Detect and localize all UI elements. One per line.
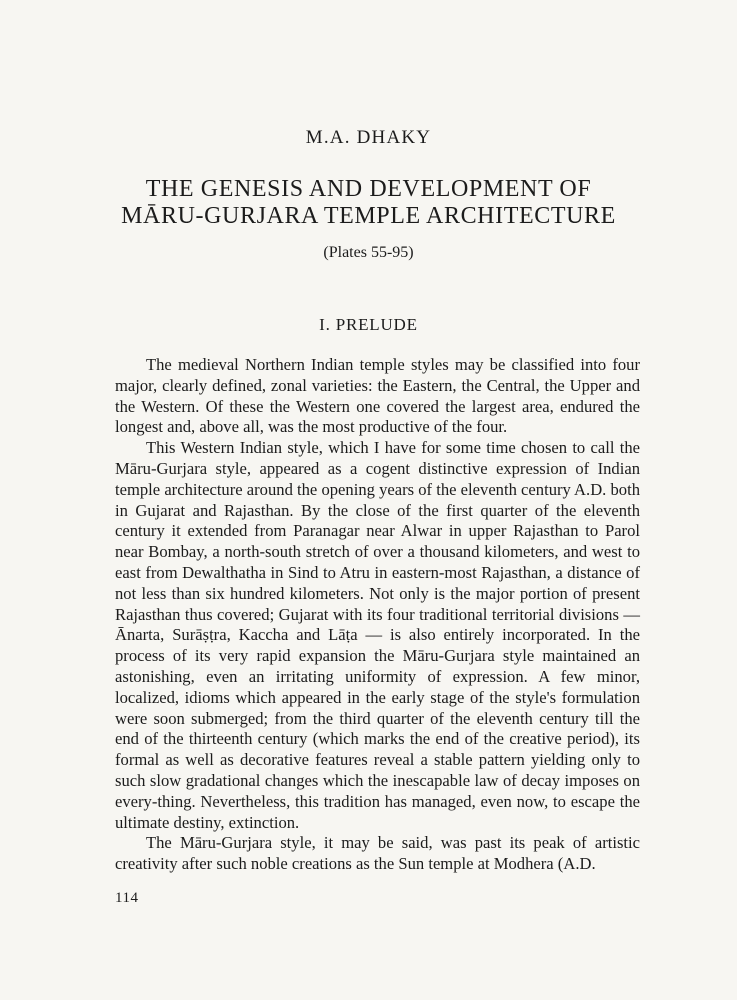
title-line-2: MĀRU-GURJARA TEMPLE ARCHITECTURE <box>121 203 616 229</box>
page-number: 114 <box>115 890 139 906</box>
author-name: M.A. DHAKY <box>305 127 432 148</box>
section-heading: I. PRELUDE <box>319 315 418 334</box>
title-line-1: THE GENESIS AND DEVELOPMENT OF <box>145 176 592 202</box>
paragraph: The medieval Northern Indian temple styles may be classified into four major, clearly defined, zonal varieties: the Eastern, the Central, the Upper and the Western. Of these the Western one covered the largest area, endured the longest and, above all, was the most productive of the four. <box>115 355 640 437</box>
paragraph: This Western Indian style, which I have for some time chosen to call the Māru-Gurjara style, appeared as a cogent distinctive expression of Indian temple architecture around the opening years of the eleventh century A.D. both in Gujarat and Rajasthan. By the close of the first quarter of the eleventh century it extended from Paranagar near Alwar in upper Rajasthan to Parol near Bombay, a north-south stretch of over a thousand kilometers, and west to east from Dewalthatha in Sind to Atru in eastern-most Rajasthan, a distance of not less than six hundred kilometers. Not only is the major portion of present Rajasthan thus covered; Gujarat with its four traditional territorial divisions — Ānarta, Surāṣṭra, Kaccha and Lāṭa — is also entirely incorporated. In the process of its very rapid expansion the Māru-Gurjara style maintained an astonishing, even an irritating uniformity of expression. A few minor, localized, idioms which appeared in the early stage of the style's formulation were soon submerged; from the third quarter of the eleventh century till the end of the thirteenth century (which marks the end of the creative period), its formal as well as decorative features reveal a stable pattern yielding only to such slow gradational changes which the inescapable law of decay imposes on every-thing. Nevertheless, this tradition has managed, even now, to escape the ultimate destiny, extinction. <box>115 438 640 832</box>
body-text <box>115 355 640 875</box>
article-title <box>0 176 737 230</box>
plates-reference: (Plates 55-95) <box>323 244 414 261</box>
paragraph: The Māru-Gurjara style, it may be said, was past its peak of artistic creativity after such noble creations as the Sun temple at Modhera (A.D. <box>115 833 640 874</box>
